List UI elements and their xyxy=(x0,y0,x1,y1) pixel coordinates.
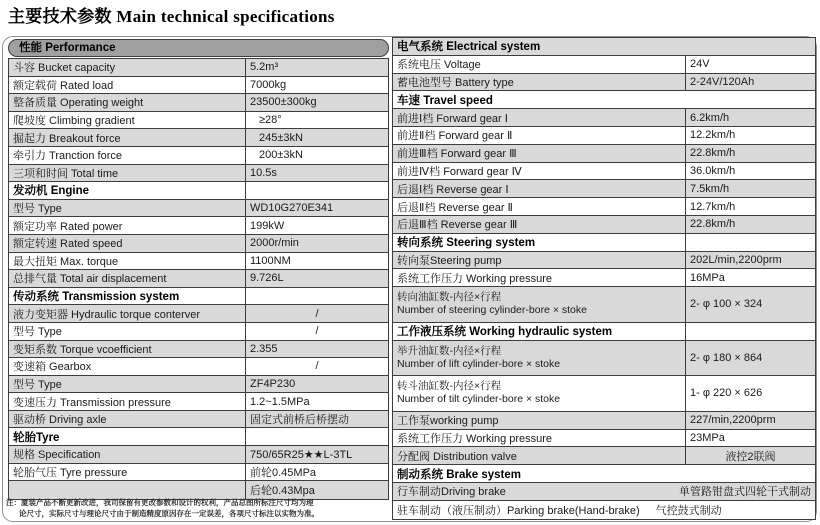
section-header-spacer xyxy=(246,428,388,445)
spec-value: WD10G270E341 xyxy=(250,202,334,215)
spec-label: 型号 Type xyxy=(9,376,246,393)
page-title: 主要技术参数 Main technical specifications xyxy=(8,7,335,26)
spec-label: 额定功率 Rated power xyxy=(9,217,246,234)
section-header-spacer xyxy=(686,234,815,251)
spec-row xyxy=(393,252,815,270)
footnote-line-1: 注：厦装产品不断更新改进，我司保留有更改参数和设计的权利，产品总图所标注尺寸均为理 xyxy=(6,498,314,507)
spec-label: 斗容 Bucket capacity xyxy=(9,59,246,76)
section-header-label: 车速 Travel speed xyxy=(397,94,493,107)
spec-row xyxy=(9,358,388,376)
spec-label: 规格 Specification xyxy=(9,446,246,463)
right-spec-table xyxy=(392,37,816,520)
spec-value: 2-24V/120Ah xyxy=(690,75,755,88)
spec-row xyxy=(393,341,815,377)
spec-label: 型号 Type xyxy=(9,323,246,340)
spec-row xyxy=(393,74,815,92)
spec-label: 最大扭矩 Max. torque xyxy=(9,253,246,270)
spec-value: 7.5km/h xyxy=(690,182,730,195)
spec-row xyxy=(393,56,815,74)
section-header-label: 发动机 Engine xyxy=(9,182,246,199)
spec-value: 1100NM xyxy=(250,254,291,267)
spec-value: 23MPa xyxy=(690,431,725,444)
spec-row xyxy=(393,269,815,287)
spec-label: 三项和时间 Total time xyxy=(9,165,246,182)
spec-label: 前进Ⅱ档 Forward gear Ⅱ xyxy=(393,127,686,144)
spec-row xyxy=(393,376,815,412)
spec-row xyxy=(9,112,388,130)
section-header-row xyxy=(393,91,815,109)
spec-label: 轮胎气压 Tyre pressure xyxy=(9,464,246,481)
spec-label: 整备质量 Operating weight xyxy=(9,94,246,111)
section-header-row xyxy=(393,465,815,483)
spec-value: 227/min,2200prm xyxy=(690,414,776,427)
spec-row xyxy=(9,341,388,359)
spec-label xyxy=(393,341,686,376)
spec-row xyxy=(393,163,815,181)
spec-value: 12.7km/h xyxy=(690,200,736,213)
spec-value: 1.2~1.5MPa xyxy=(250,395,310,408)
spec-label-cn: 举升油缸数-内径×行程 xyxy=(397,344,502,357)
spec-value: 202L/min,2200prm xyxy=(690,253,782,266)
spec-row xyxy=(9,305,388,323)
spec-label: 分配阀 Distribution valve xyxy=(393,447,686,464)
spec-label: 后退Ⅱ档 Reverse gear Ⅱ xyxy=(393,198,686,215)
spec-label: 驱动桥 Driving axle xyxy=(9,411,246,428)
spec-value: 200±3kN xyxy=(259,149,303,162)
spec-label: 额定转速 Rated speed xyxy=(9,235,246,252)
spec-row xyxy=(393,109,815,127)
spec-label: 变速箱 Gearbox xyxy=(9,358,246,375)
spec-row xyxy=(9,253,388,271)
spec-row xyxy=(393,447,815,465)
section-header-row xyxy=(9,288,388,306)
spec-value: / xyxy=(315,360,319,373)
spec-label: 前进Ⅲ档 Forward gear Ⅲ xyxy=(393,145,686,162)
spec-value: 10.5s xyxy=(250,166,277,179)
spec-value: 245±3kN xyxy=(259,131,303,144)
spec-row xyxy=(9,446,388,464)
spec-row xyxy=(9,165,388,183)
spec-row xyxy=(9,217,388,235)
spec-row xyxy=(393,216,815,234)
spec-label: 系统工作压力 Working pressure xyxy=(393,269,686,286)
spec-label xyxy=(393,287,686,322)
spec-label: 转向泵Steering pump xyxy=(393,252,686,269)
section-header-label: 传动系统 Transmission system xyxy=(9,288,246,305)
section-header-spacer xyxy=(246,182,388,199)
spec-label-cn: 转向油缸数-内径×行程 xyxy=(397,291,502,304)
spec-value: / xyxy=(315,325,319,338)
spec-row xyxy=(9,235,388,253)
spec-label: 变矩系数 Torque vcoefficient xyxy=(9,341,246,358)
spec-label: 爬坡度 Climbing gradient xyxy=(9,112,246,129)
spec-row xyxy=(9,393,388,411)
spec-label: 前进Ⅰ档 Forward gear Ⅰ xyxy=(393,109,686,126)
footnote xyxy=(6,498,392,520)
left-spec-table xyxy=(8,39,389,500)
spec-row xyxy=(9,464,388,482)
spec-row xyxy=(393,287,815,323)
spec-value: 23500±300kg xyxy=(250,96,317,109)
spec-label: 型号 Type xyxy=(9,200,246,217)
spec-label: 后退Ⅰ档 Reverse gear Ⅰ xyxy=(393,180,686,197)
spec-value: 2.355 xyxy=(250,342,278,355)
spec-value: 22.8km/h xyxy=(690,218,736,231)
spec-value: 2000r/min xyxy=(250,237,299,250)
spec-row xyxy=(9,59,388,77)
section-header-pill: 性能 Performance xyxy=(8,39,389,57)
spec-row xyxy=(9,94,388,112)
spec-label: 掘起力 Breakout force xyxy=(9,129,246,146)
spec-row xyxy=(393,198,815,216)
spec-label: 总排气量 Total air displacement xyxy=(9,270,246,287)
spec-row xyxy=(9,323,388,341)
spec-label: 系统工作压力 Working pressure xyxy=(393,430,686,447)
spec-label: 工作泵working pump xyxy=(393,412,686,429)
section-header-row xyxy=(393,323,815,341)
spec-row xyxy=(9,200,388,218)
spec-row xyxy=(393,412,815,430)
spec-row xyxy=(9,77,388,95)
section-header-label: 电气系统 Electrical system xyxy=(397,41,541,54)
spec-value: ZF4P230 xyxy=(250,377,296,390)
spec-row xyxy=(9,270,388,288)
spec-value: 2- φ 100 × 324 xyxy=(690,298,763,311)
spec-row xyxy=(393,501,815,519)
spec-label: 后退Ⅲ档 Reverse gear Ⅲ xyxy=(393,216,686,233)
spec-row xyxy=(9,129,388,147)
spec-value: 6.2km/h xyxy=(690,111,730,124)
spec-row xyxy=(9,481,388,499)
spec-value: 5.2m³ xyxy=(250,61,279,74)
spec-label: 驻车制动（液压制动）Parking brake(Hand-brake) xyxy=(397,504,640,517)
spec-value: ≥28° xyxy=(259,114,282,127)
section-header-label: 转向系统 Steering system xyxy=(393,234,686,251)
spec-label: 额定载荷 Rated load xyxy=(9,77,246,94)
spec-value: 750/65R25★★L-3TL xyxy=(250,448,353,461)
spec-label: 蓄电池型号 Battery type xyxy=(393,74,686,91)
spec-label-en: Number of tilt cylinder-bore × stoke xyxy=(397,393,561,406)
spec-value: 固定式前桥后桥摆动 xyxy=(250,414,349,427)
spec-label xyxy=(9,481,246,499)
spec-label-en: Number of lift cylinder-bore × stoke xyxy=(397,357,561,370)
spec-value: 22.8km/h xyxy=(690,147,736,160)
spec-row xyxy=(393,483,815,501)
section-header-label: 轮胎Tyre xyxy=(9,428,246,445)
spec-row xyxy=(9,147,388,165)
section-header-row xyxy=(393,38,815,56)
spec-label: 牵引力 Tranction force xyxy=(9,147,246,164)
spec-row xyxy=(393,145,815,163)
spec-value: 9.726L xyxy=(250,272,284,285)
spec-table-body xyxy=(392,37,816,520)
spec-value: 16MPa xyxy=(690,271,725,284)
spec-value: 后轮0.43Mpa xyxy=(250,485,315,498)
section-header-row xyxy=(9,428,388,446)
section-header-label: 制动系统 Brake system xyxy=(397,468,521,481)
spec-value: 199kW xyxy=(250,219,285,232)
section-header-row xyxy=(9,182,388,200)
spec-label-cn: 转斗油缸数-内径×行程 xyxy=(397,380,502,393)
spec-row xyxy=(9,411,388,429)
spec-row xyxy=(9,376,388,394)
spec-label: 前进Ⅳ档 Forward gear Ⅳ xyxy=(393,163,686,180)
spec-value: 单管路钳盘式四轮干式制动 xyxy=(679,486,811,499)
spec-label xyxy=(393,376,686,411)
spec-label: 变速压力 Transmission pressure xyxy=(9,393,246,410)
section-header-spacer xyxy=(246,288,388,305)
spec-value: 液控2联阀 xyxy=(725,450,776,463)
section-header-row xyxy=(393,234,815,252)
spec-table-body xyxy=(8,58,389,500)
spec-label-en: Number of steering cylinder-bore × stoke xyxy=(397,304,587,317)
spec-value: 24V xyxy=(690,58,710,71)
spec-value: / xyxy=(315,307,319,320)
spec-value: 前轮0.45MPa xyxy=(250,466,317,479)
footnote-line-2: 论尺寸，实际尺寸与理论尺寸由于制造精度原因存在一定误差，各项尺寸标注以实物为准。 xyxy=(19,508,319,518)
spec-value: 气控鼓式制动 xyxy=(655,504,722,517)
spec-value: 7000kg xyxy=(250,78,287,91)
spec-value: 12.2km/h xyxy=(690,129,736,142)
spec-label: 系统电压 Voltage xyxy=(393,56,686,73)
spec-row xyxy=(393,180,815,198)
spec-row xyxy=(393,430,815,448)
section-header-spacer xyxy=(686,323,815,340)
spec-value: 1- φ 220 × 626 xyxy=(690,387,763,400)
section-header-label: 工作液压系统 Working hydraulic system xyxy=(393,323,686,340)
spec-row xyxy=(393,127,815,145)
spec-label: 行车制动Driving brake xyxy=(397,486,506,499)
spec-value: 36.0km/h xyxy=(690,164,736,177)
spec-label: 液力变矩器 Hydraulic torque conterver xyxy=(9,305,246,322)
spec-value: 2- φ 180 × 864 xyxy=(690,351,763,364)
